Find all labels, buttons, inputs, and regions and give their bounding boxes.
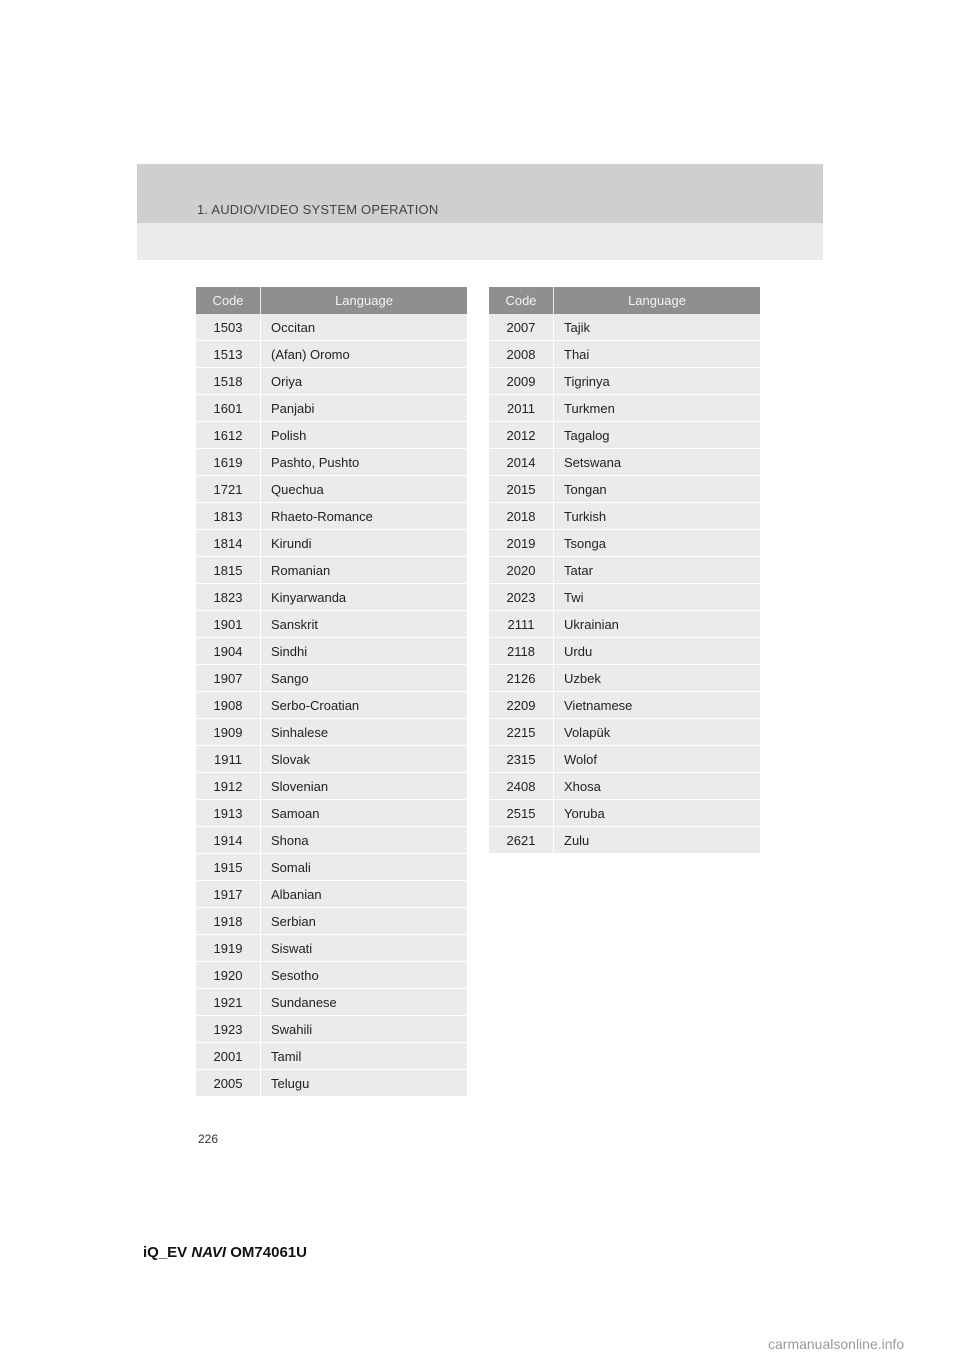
table-row (489, 827, 760, 854)
language-cell: Sango (261, 665, 467, 692)
footer-manual-code (143, 1244, 307, 1261)
code-cell: 1518 (196, 368, 261, 395)
code-cell: 2009 (489, 368, 554, 395)
section-header (137, 164, 823, 260)
language-cell: Sinhalese (261, 719, 467, 746)
language-cell: Kinyarwanda (261, 584, 467, 611)
code-cell: 1920 (196, 962, 261, 989)
language-cell: Tigrinya (554, 368, 760, 395)
language-cell: Slovenian (261, 773, 467, 800)
table-row (489, 800, 760, 827)
code-cell: 2012 (489, 422, 554, 449)
language-cell: Yoruba (554, 800, 760, 827)
table-row (196, 908, 467, 935)
table-row (196, 881, 467, 908)
table-body (489, 314, 760, 854)
language-cell: Tongan (554, 476, 760, 503)
table-row (489, 314, 760, 341)
table-row (489, 692, 760, 719)
code-cell: 2011 (489, 395, 554, 422)
language-cell: Quechua (261, 476, 467, 503)
language-cell: Urdu (554, 638, 760, 665)
table-row (489, 746, 760, 773)
language-cell: Oriya (261, 368, 467, 395)
language-cell: Telugu (261, 1070, 467, 1097)
language-cell: Wolof (554, 746, 760, 773)
table-row (196, 1016, 467, 1043)
code-cell: 1909 (196, 719, 261, 746)
table-row (489, 557, 760, 584)
code-cell: 1918 (196, 908, 261, 935)
language-cell: Twi (554, 584, 760, 611)
code-cell: 1923 (196, 1016, 261, 1043)
table-row (489, 719, 760, 746)
language-cell: Pashto, Pushto (261, 449, 467, 476)
table-row (489, 530, 760, 557)
language-cell: Turkish (554, 503, 760, 530)
section-header-band (137, 164, 823, 223)
table-row (196, 368, 467, 395)
table-row (489, 422, 760, 449)
language-cell: Serbo-Croatian (261, 692, 467, 719)
language-cell: Ukrainian (554, 611, 760, 638)
table-row (489, 449, 760, 476)
table-row (196, 746, 467, 773)
code-cell: 1912 (196, 773, 261, 800)
table-row (196, 962, 467, 989)
code-cell: 1901 (196, 611, 261, 638)
table-row (196, 395, 467, 422)
table-row (196, 935, 467, 962)
table-row (196, 773, 467, 800)
language-cell: Tagalog (554, 422, 760, 449)
language-cell: Siswati (261, 935, 467, 962)
code-cell: 1815 (196, 557, 261, 584)
table-row (489, 611, 760, 638)
language-cell: Swahili (261, 1016, 467, 1043)
code-cell: 2015 (489, 476, 554, 503)
code-cell: 2005 (196, 1070, 261, 1097)
table-row (196, 800, 467, 827)
table-row (489, 665, 760, 692)
watermark-text: carmanualsonline.info (768, 1336, 905, 1352)
language-cell: Turkmen (554, 395, 760, 422)
language-cell: (Afan) Oromo (261, 341, 467, 368)
language-code-table-left (196, 287, 467, 1097)
code-cell: 2126 (489, 665, 554, 692)
table-row (196, 584, 467, 611)
language-cell: Slovak (261, 746, 467, 773)
code-cell: 2515 (489, 800, 554, 827)
code-cell: 1513 (196, 341, 261, 368)
table-row (196, 449, 467, 476)
language-cell: Sesotho (261, 962, 467, 989)
table-row (196, 341, 467, 368)
language-cell: Rhaeto-Romance (261, 503, 467, 530)
language-cell: Vietnamese (554, 692, 760, 719)
code-cell: 1919 (196, 935, 261, 962)
table-row (196, 827, 467, 854)
language-cell: Xhosa (554, 773, 760, 800)
table-row (196, 719, 467, 746)
table-row (489, 503, 760, 530)
code-cell: 1914 (196, 827, 261, 854)
language-cell: Albanian (261, 881, 467, 908)
code-cell: 1813 (196, 503, 261, 530)
table-row (489, 476, 760, 503)
table-row (196, 692, 467, 719)
table-body (196, 314, 467, 1097)
code-cell: 2023 (489, 584, 554, 611)
footer-navi: NAVI (191, 1244, 227, 1261)
table-row (196, 503, 467, 530)
code-cell: 2209 (489, 692, 554, 719)
language-cell: Sundanese (261, 989, 467, 1016)
language-cell: Samoan (261, 800, 467, 827)
table-row (196, 854, 467, 881)
section-title: 1. AUDIO/VIDEO SYSTEM OPERATION (197, 202, 439, 217)
language-cell: Polish (261, 422, 467, 449)
code-cell: 1913 (196, 800, 261, 827)
column-header-code: Code (489, 287, 554, 314)
code-cell: 2118 (489, 638, 554, 665)
table-row (196, 638, 467, 665)
code-cell: 1619 (196, 449, 261, 476)
code-cell: 1904 (196, 638, 261, 665)
code-cell: 2007 (489, 314, 554, 341)
table-row (489, 584, 760, 611)
code-cell: 2001 (196, 1043, 261, 1070)
language-cell: Romanian (261, 557, 467, 584)
code-cell: 1917 (196, 881, 261, 908)
column-header-language: Language (554, 287, 760, 314)
code-cell: 1612 (196, 422, 261, 449)
language-cell: Setswana (554, 449, 760, 476)
table-row (489, 395, 760, 422)
language-cell: Sanskrit (261, 611, 467, 638)
language-cell: Tamil (261, 1043, 467, 1070)
table-row (196, 530, 467, 557)
code-cell: 2315 (489, 746, 554, 773)
code-cell: 2621 (489, 827, 554, 854)
table-header-row (196, 287, 467, 314)
language-cell: Tsonga (554, 530, 760, 557)
table-row (196, 476, 467, 503)
table-row (489, 773, 760, 800)
code-cell: 2111 (489, 611, 554, 638)
language-cell: Thai (554, 341, 760, 368)
table-row (196, 314, 467, 341)
table-row (196, 665, 467, 692)
code-cell: 2408 (489, 773, 554, 800)
code-cell: 1601 (196, 395, 261, 422)
table-row (489, 368, 760, 395)
code-cell: 1907 (196, 665, 261, 692)
code-cell: 1814 (196, 530, 261, 557)
language-cell: Panjabi (261, 395, 467, 422)
code-cell: 1823 (196, 584, 261, 611)
table-row (196, 422, 467, 449)
language-cell: Kirundi (261, 530, 467, 557)
language-cell: Shona (261, 827, 467, 854)
code-cell: 1915 (196, 854, 261, 881)
table-header-row (489, 287, 760, 314)
language-cell: Sindhi (261, 638, 467, 665)
code-cell: 1908 (196, 692, 261, 719)
table-row (489, 341, 760, 368)
code-cell: 2014 (489, 449, 554, 476)
code-cell: 2215 (489, 719, 554, 746)
column-header-language: Language (261, 287, 467, 314)
language-cell: Somali (261, 854, 467, 881)
footer-model: iQ_EV (143, 1244, 188, 1261)
code-cell: 1503 (196, 314, 261, 341)
code-cell: 2008 (489, 341, 554, 368)
column-header-code: Code (196, 287, 261, 314)
table-row (489, 638, 760, 665)
table-row (196, 1043, 467, 1070)
footer-manual-number: OM74061U (230, 1244, 307, 1261)
code-cell: 2019 (489, 530, 554, 557)
code-cell: 1721 (196, 476, 261, 503)
page-number: 226 (198, 1132, 219, 1146)
language-cell: Zulu (554, 827, 760, 854)
table-row (196, 989, 467, 1016)
language-cell: Serbian (261, 908, 467, 935)
code-cell: 2018 (489, 503, 554, 530)
language-cell: Tajik (554, 314, 760, 341)
language-cell: Tatar (554, 557, 760, 584)
language-cell: Occitan (261, 314, 467, 341)
code-cell: 1921 (196, 989, 261, 1016)
table-row (196, 1070, 467, 1097)
table-row (196, 557, 467, 584)
language-cell: Uzbek (554, 665, 760, 692)
table-row (196, 611, 467, 638)
language-cell: Volapük (554, 719, 760, 746)
code-cell: 1911 (196, 746, 261, 773)
language-code-table-right (489, 287, 760, 854)
code-cell: 2020 (489, 557, 554, 584)
